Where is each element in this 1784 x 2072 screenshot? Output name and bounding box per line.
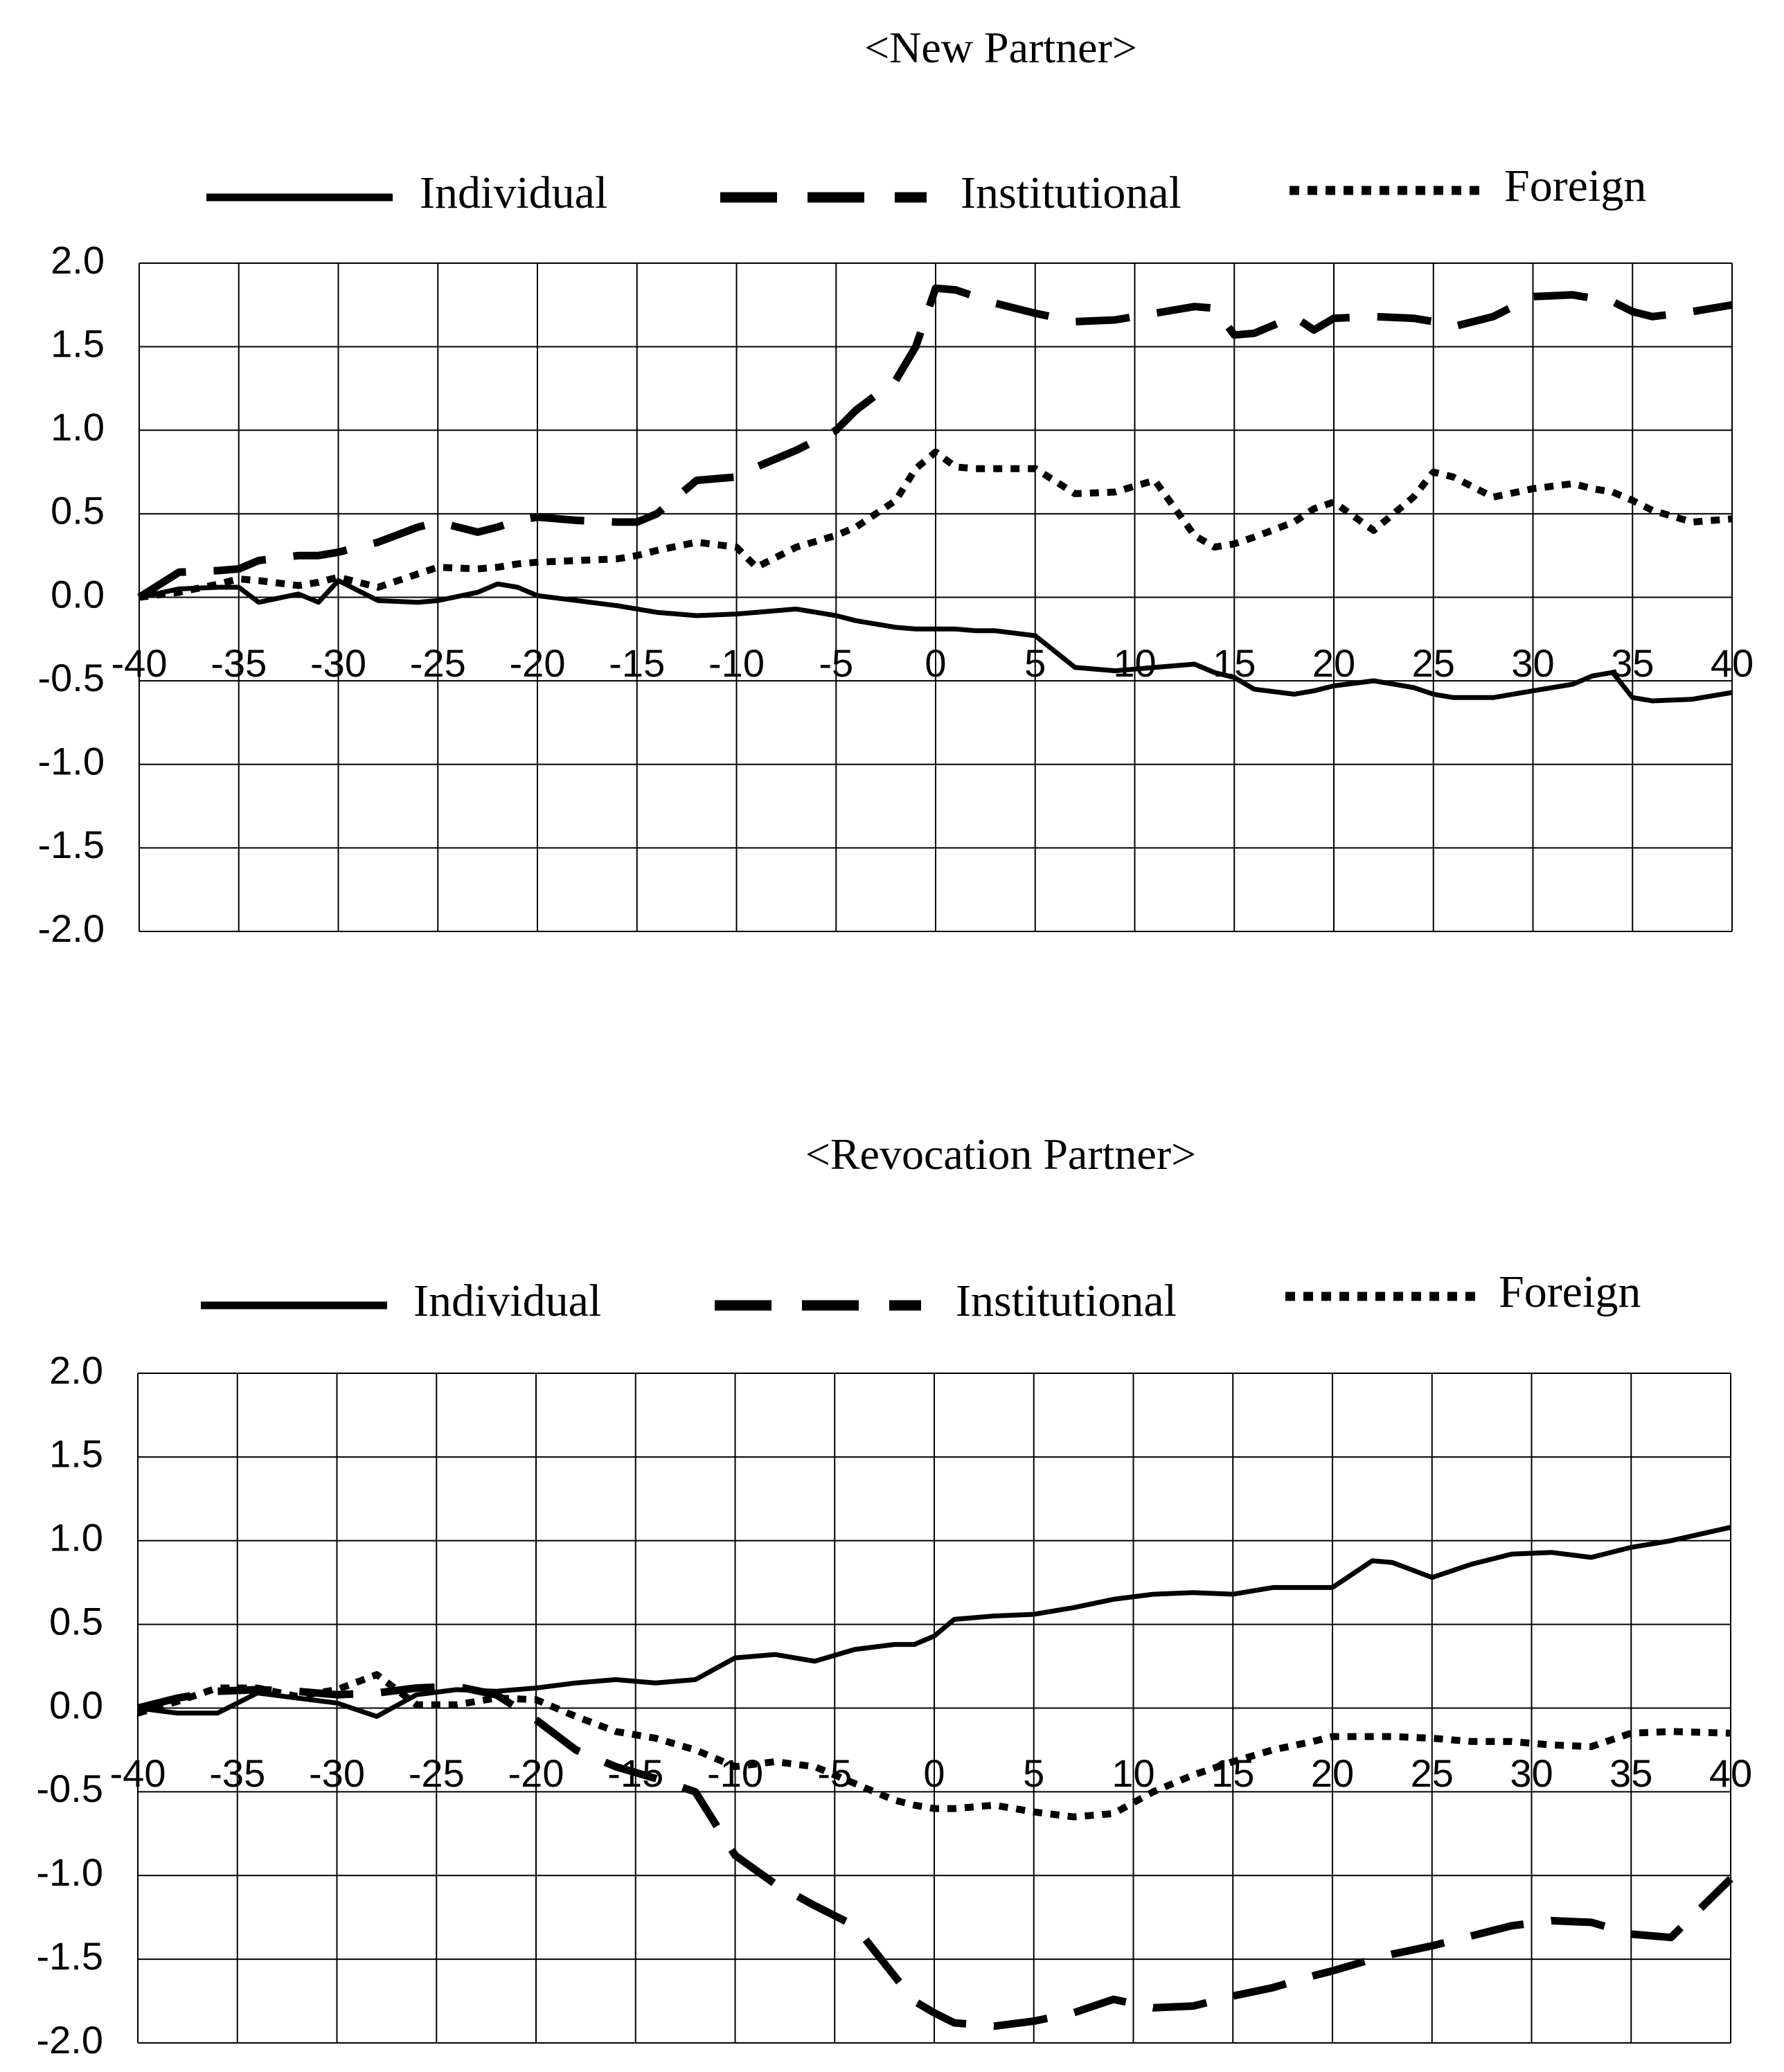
chart-title: <New Partner> [864,23,1137,72]
y-tick-label: -2.0 [37,906,105,950]
y-tick-label: 0.0 [49,1683,103,1727]
x-tick-label: 20 [1310,1751,1355,1795]
y-tick-label: 0.5 [51,488,105,533]
y-tick-label: -2.0 [36,2017,103,2062]
x-tick-label: -40 [109,1751,166,1795]
y-tick-label: 0.0 [51,572,105,616]
x-tick-label: 40 [1709,1751,1753,1795]
chart-new-partner [38,23,1754,950]
y-tick-label: 2.0 [49,1348,103,1392]
x-tick-label: -10 [707,1751,763,1795]
y-tick-label: -1.0 [37,739,105,783]
x-tick-label: 35 [1611,641,1654,685]
x-tick-label: -20 [508,1751,564,1795]
legend-label-individual: Individual [420,168,608,219]
x-tick-label: -5 [819,641,854,685]
chart-revocation-partner [37,1129,1753,2062]
x-tick-label: -35 [211,641,267,685]
x-tick-label: 25 [1410,1751,1454,1795]
legend-label-foreign: Foreign [1499,1267,1641,1318]
y-tick-label: -0.5 [36,1767,103,1811]
legend-label-individual: Individual [413,1276,602,1327]
x-tick-label: -30 [310,641,366,685]
x-tick-label: 0 [925,641,947,685]
x-tick-label: 15 [1211,1751,1255,1795]
legend-label-institutional: Institutional [961,168,1181,219]
x-tick-label: 15 [1213,641,1256,685]
legend [201,1267,1641,1326]
x-tick-label: -30 [309,1751,365,1795]
x-tick-label: -15 [609,641,666,685]
x-tick-label: 0 [923,1751,945,1795]
x-tick-label: 30 [1511,641,1555,685]
y-tick-label: -1.0 [36,1850,103,1895]
x-tick-label: -20 [509,641,566,685]
x-tick-label: -40 [111,641,168,685]
y-tick-label: -1.5 [36,1933,103,1978]
x-tick-label: -25 [409,641,466,685]
x-tick-label: -25 [408,1751,465,1795]
y-tick-label: 2.0 [51,238,105,282]
plot-area [37,1348,1753,2062]
legend-label-institutional: Institutional [956,1276,1177,1327]
y-tick-label: 1.5 [51,321,105,366]
x-tick-label: -10 [708,641,765,685]
chart-title: <Revocation Partner> [805,1129,1197,1179]
x-tick-label: 35 [1609,1751,1653,1795]
y-tick-label: 0.5 [49,1599,103,1643]
x-tick-label: 10 [1112,1751,1155,1795]
y-tick-label: 1.0 [49,1515,103,1560]
x-tick-label: 5 [1023,1751,1045,1795]
plot-area [38,238,1754,950]
y-tick-label: 1.0 [51,405,105,449]
x-tick-label: 20 [1312,641,1356,685]
x-tick-label: 40 [1710,641,1754,685]
legend [206,161,1646,218]
legend-label-foreign: Foreign [1504,161,1647,212]
x-tick-label: 30 [1510,1751,1553,1795]
x-tick-label: -5 [817,1751,853,1795]
y-tick-label: 1.5 [49,1431,103,1476]
y-tick-label: -1.5 [37,823,105,867]
x-tick-label: -15 [607,1751,664,1795]
x-tick-label: -35 [209,1751,266,1795]
y-tick-label: -0.5 [37,655,105,699]
x-tick-label: 25 [1411,641,1455,685]
x-tick-label: 10 [1113,641,1157,685]
x-tick-label: 5 [1024,641,1046,685]
